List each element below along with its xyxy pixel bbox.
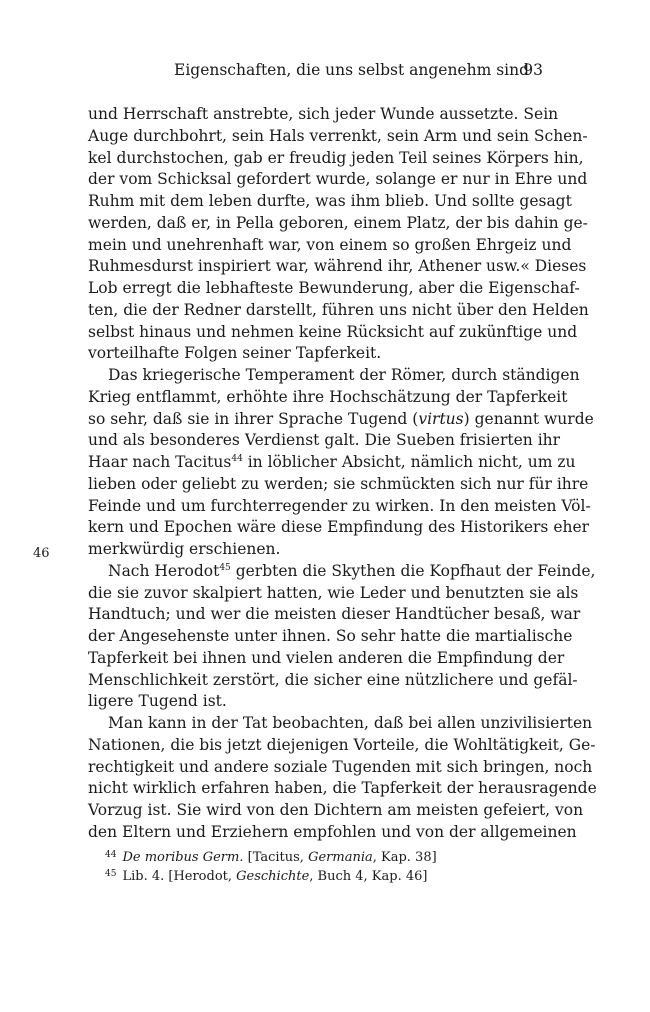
text-line: kel durchstochen, gab er freudig jeden Teil seines Körpers hin, (88, 148, 584, 167)
text-line (88, 561, 596, 583)
running-head-title: Eigenschaften, die uns selbst angenehm sind (174, 61, 530, 79)
text-line: nicht wirklich erfahren haben, die Tapferkeit der herausragende (88, 779, 597, 798)
text-line: ten, die der Redner darstellt, führen uns nicht über den Helden (88, 300, 589, 319)
text-line: der Angesehenste unter ihnen. So sehr hatte die martialische (88, 627, 573, 645)
footnote-number: 44 (105, 850, 117, 860)
text-line: den Eltern und Erziehern empfohlen und von der allgemeinen (88, 822, 577, 841)
footnote-ref-44[interactable]: 44 (231, 454, 243, 464)
text-line: Man kann in der Tat beobachten, daß bei allen unzivilisierten (108, 714, 593, 732)
footnote-45 (105, 867, 437, 886)
text-line: werden, daß er, in Pella geboren, einem Platz, der bis dahin ge- (88, 213, 588, 232)
text-line: Das kriegerische Temperament der Römer, durch ständigen (108, 366, 580, 384)
text-line: rechtigkeit und andere soziale Tugenden mit sich bringen, noch (88, 757, 593, 776)
text-line: ligere Tugend ist. (88, 692, 227, 711)
body-text (88, 104, 597, 844)
text-line: mein und unehrenhaft war, von einem so großen Ehrgeiz und (88, 235, 572, 254)
text-line: Ruhmesdurst inspiriert war, während ihr, Athener usw.« Dieses (88, 257, 587, 276)
text-line (88, 452, 576, 474)
footnote-ref-45[interactable]: 45 (219, 562, 231, 573)
text-line (88, 409, 594, 431)
footnote-source: De moribus Germ. (122, 850, 244, 865)
text-fragment: ) genannt wurde (463, 409, 594, 428)
text-line: Krieg entflammt, erhöhte ihre Hochschätzung der Tapferkeit (88, 387, 568, 406)
text-line: Menschlichkeit zerstört, die sicher eine nützlichere und gefäl- (88, 670, 578, 689)
text-line: Vorzug ist. Sie wird von den Dichtern am meisten gefeiert, von (88, 801, 584, 819)
margin-page-reference: 46 (33, 546, 50, 561)
text-fragment: gerbten die Skythen die Kopfhaut der Feinde, (230, 561, 596, 580)
text-line: merkwürdig erschienen. (88, 540, 281, 558)
text-line: die sie zuvor skalpiert hatten, wie Leder und benutzten sie als (88, 583, 579, 602)
text-line: kern und Epochen wäre diese Empfindung des Historikers eher (88, 518, 590, 537)
paragraph-3 (88, 561, 596, 713)
footnote-text: , Kap. 38] (372, 850, 437, 865)
text-line: selbst hinaus und nehmen keine Rücksicht auf zukünftige und (88, 322, 578, 341)
footnote-number: 45 (105, 869, 117, 879)
paragraph-4 (88, 713, 597, 844)
footnote-text: Lib. 4. [Herodot, (122, 869, 237, 884)
footnote-work: Geschichte (236, 869, 310, 884)
text-fragment: in löblicher Absicht, nämlich nicht, um zu (242, 453, 576, 471)
text-line: Feinde und um furchterregender zu wirken. In den meisten Völ- (88, 496, 591, 515)
paragraph-1 (88, 104, 589, 365)
footnotes (105, 848, 437, 886)
text-line: Nationen, die bis jetzt diejenigen Vorteile, die Wohltätigkeit, Ge- (88, 735, 596, 754)
text-fragment: Nach Herodot (108, 561, 220, 580)
footnote-text: [Tacitus, (243, 850, 309, 865)
text-line: vorteilhafte Folgen seiner Tapferkeit. (88, 344, 382, 363)
footnote-work: Germania (308, 850, 373, 865)
text-line: Handtuch; und wer die meisten dieser Handtücher besaß, war (88, 605, 581, 624)
paragraph-2 (88, 365, 594, 561)
page-number: 93 (523, 61, 543, 79)
text-line: Tapferkeit bei ihnen und vielen anderen die Empfindung der (88, 648, 565, 667)
text-line: der vom Schicksal gefordert wurde, solange er nur in Ehre und (88, 170, 588, 189)
text-line: und als besonderes Verdienst galt. Die Sueben frisierten ihr (88, 431, 561, 450)
footnote-44 (105, 848, 437, 867)
latin-term: virtus (418, 409, 464, 428)
text-fragment: so sehr, daß sie in ihrer Sprache Tugend ( (88, 409, 419, 428)
text-line: Ruhm mit dem leben durfte, was ihm blieb. Und sollte gesagt (88, 192, 572, 210)
text-line: Auge durchbohrt, sein Hals verrenkt, sein Arm und sein Schen- (88, 126, 588, 145)
text-fragment: Haar nach Tacitus (88, 453, 232, 471)
footnote-text: , Buch 4, Kap. 46] (309, 869, 428, 884)
text-line: und Herrschaft anstrebte, sich jeder Wunde aussetzte. Sein (88, 105, 559, 123)
text-line: lieben oder geliebt zu werden; sie schmückten sich nur für ihre (88, 474, 589, 493)
text-line: Lob erregt die lebhafteste Bewunderung, aber die Eigenschaf- (88, 279, 580, 297)
running-header (0, 61, 650, 85)
